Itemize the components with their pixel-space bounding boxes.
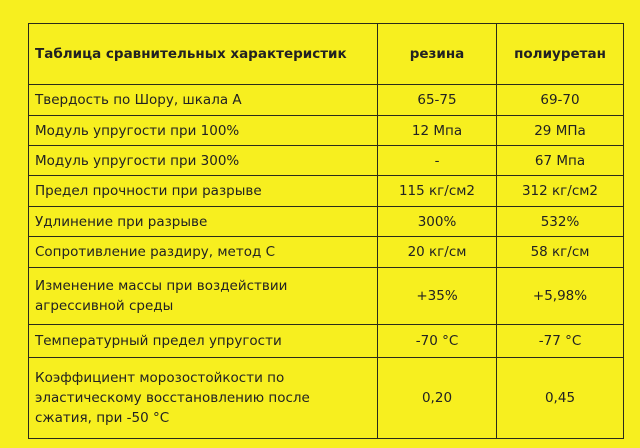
rubber-value: 300%: [378, 207, 497, 237]
polyurethane-value: 0,45: [497, 358, 624, 439]
rubber-value: -70 °С: [378, 325, 497, 358]
polyurethane-value: 69-70: [497, 85, 624, 116]
rubber-value: 115 кг/см2: [378, 176, 497, 207]
row-label: Изменение массы при воздействии агрессивной среды: [29, 268, 378, 325]
table-row: [29, 116, 624, 146]
row-label: Твердость по Шору, шкала А: [29, 85, 378, 116]
rubber-value: 12 Мпа: [378, 116, 497, 146]
table-row: [29, 207, 624, 237]
polyurethane-value: -77 °С: [497, 325, 624, 358]
row-label: Удлинение при разрыве: [29, 207, 378, 237]
row-label: Модуль упругости при 100%: [29, 116, 378, 146]
row-label: Сопротивление раздиру, метод С: [29, 237, 378, 268]
comparison-table: [28, 23, 624, 439]
column-header-rubber: резина: [378, 24, 497, 85]
polyurethane-value: +5,98%: [497, 268, 624, 325]
table-row: [29, 325, 624, 358]
table-header-row: [29, 24, 624, 85]
table-row: [29, 237, 624, 268]
rubber-value: 0,20: [378, 358, 497, 439]
row-label: Модуль упругости при 300%: [29, 146, 378, 176]
table-row: [29, 146, 624, 176]
table-row: [29, 85, 624, 116]
table-row: [29, 268, 624, 325]
rubber-value: -: [378, 146, 497, 176]
table-title: Таблица сравнительных характеристик: [29, 24, 378, 85]
table-row: [29, 358, 624, 439]
polyurethane-value: 532%: [497, 207, 624, 237]
polyurethane-value: 29 МПа: [497, 116, 624, 146]
rubber-value: 20 кг/см: [378, 237, 497, 268]
rubber-value: 65-75: [378, 85, 497, 116]
column-header-polyurethane: полиуретан: [497, 24, 624, 85]
row-label: Температурный предел упругости: [29, 325, 378, 358]
row-label: Предел прочности при разрыве: [29, 176, 378, 207]
table-row: [29, 176, 624, 207]
polyurethane-value: 312 кг/см2: [497, 176, 624, 207]
polyurethane-value: 67 Мпа: [497, 146, 624, 176]
row-label: Коэффициент морозостойкости по эластическому восстановлению после сжатия, при -50 °С: [29, 358, 378, 439]
rubber-value: +35%: [378, 268, 497, 325]
polyurethane-value: 58 кг/см: [497, 237, 624, 268]
